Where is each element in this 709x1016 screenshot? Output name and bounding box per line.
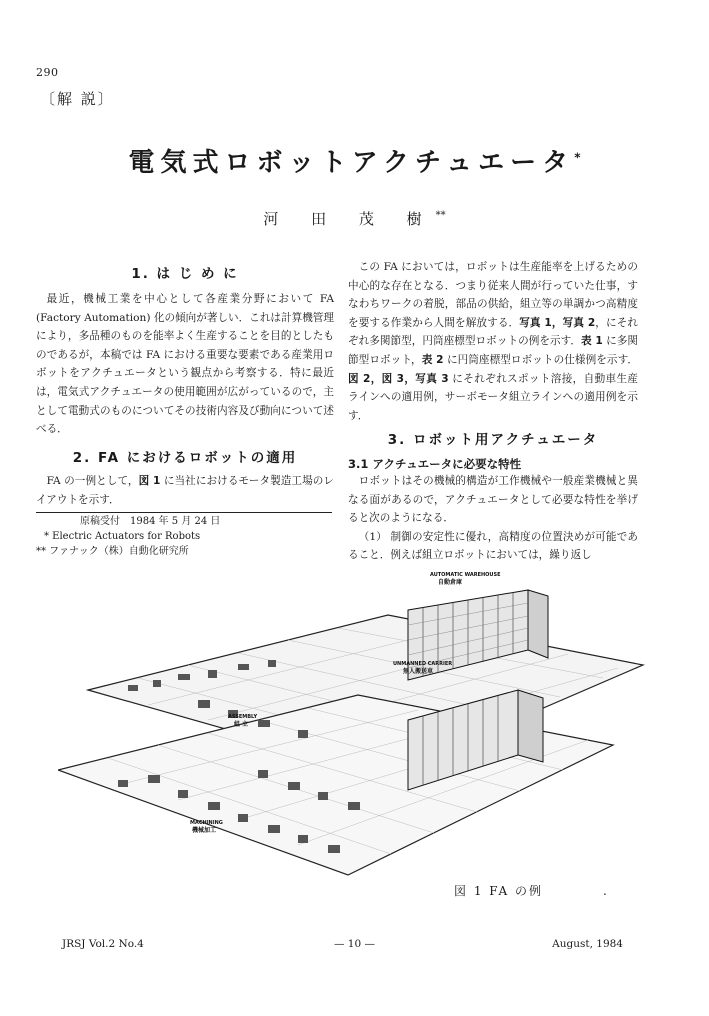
section-2-body	[36, 472, 334, 509]
section-2-text-b: に当社におけるモータ製造工場のレイアウトを示す．	[36, 475, 334, 506]
footer-date: August, 1984	[552, 938, 623, 950]
right-paragraph-1	[348, 258, 638, 425]
footer-page-number: — 10 —	[333, 938, 376, 950]
figure-1-caption	[454, 882, 609, 899]
footnote-affiliation: ** ファナック（株）自動化研究所	[36, 546, 189, 557]
title-footnote-mark: *	[574, 150, 581, 165]
article-title	[0, 142, 709, 179]
section-label: 〔解 説〕	[40, 90, 115, 108]
photo-1-2-reference: 写真 1，写真 2	[519, 316, 596, 329]
footnotes	[36, 514, 220, 559]
author-footnote-mark: **	[435, 210, 446, 221]
section-1-body	[36, 290, 334, 439]
section-2-heading: 2. FA におけるロボットの適用	[72, 450, 298, 466]
footer-journal: JRSJ Vol.2 No.4	[62, 938, 144, 950]
table-1-reference: 表 1	[581, 335, 603, 348]
table-2-reference: 表 2	[421, 353, 444, 366]
label-assembly-en: ASSEMBLY	[228, 714, 258, 720]
right-text-a: この FA においては，ロボットは生産能率を上げるための中心的な存在となる．つまり従来人間が行っていた仕事，すなわちワークの着脱，部品の供給，組立等の単調かつ高精度を要する作業から人間を解放する．	[348, 261, 638, 329]
footnote-divider	[36, 512, 332, 513]
section-3-1-body	[348, 472, 638, 565]
right-text-b: ，にそれぞれ多関節型，円筒座標型ロボットの例を示す．	[348, 316, 638, 348]
section-2-paragraph	[36, 472, 334, 509]
section-2-text-a: FA の一例として，	[46, 475, 139, 487]
label-warehouse-en: AUTOMATIC WAREHOUSE	[430, 572, 501, 578]
page-number: 290	[36, 66, 59, 79]
label-warehouse-jp: 自動倉庫	[438, 579, 463, 586]
right-column-body	[348, 258, 638, 425]
label-carrier-en: UNMANNED CARRIER	[393, 661, 453, 667]
footnote-title-en: * Electric Actuators for Robots	[44, 531, 201, 542]
label-machining-jp: 機械加工	[192, 827, 217, 834]
section-3-1-heading: 3.1 アクチュエータに必要な特性	[348, 457, 522, 471]
section-1-paragraph: 最近，機械工業を中心として各産業分野において FA (Factory Automation) 化の傾向が著しい．これは計算機管理により，多品種のものを能率よく生産することを目的としたものであるが，本稿では FA における重要な要素である産業用ロボットをアクチュエータという観点から考察する．特に最近は，電気式アクチュエータの使用範囲が広がっているので，主として電動式のものについてその技術内容及び動向について述べる．	[36, 293, 334, 436]
label-assembly-jp: 組 立	[234, 721, 249, 728]
section-3-heading: 3. ロボット用アクチュエータ	[387, 432, 599, 448]
label-machining-en: MACHINING	[190, 820, 223, 826]
section-1-heading: 1. は じ め に	[131, 266, 239, 282]
caption-text: 図 1 FA の例	[454, 884, 544, 898]
figure-1-factory-layout	[58, 570, 648, 880]
section-3-1-item-1: （1） 制御の安定性に優れ，高精度の位置決めが可能であること．例えば組立ロボットにおいては，繰り返し	[348, 530, 638, 562]
figure-2-3-photo-3-reference: 図 2，図 3，写真 3	[348, 372, 449, 385]
label-carrier-jp: 無人搬送車	[403, 668, 434, 675]
footnote-received: 原稿受付 1984 年 5 月 24 日	[80, 516, 221, 527]
right-text-e: にそれぞれスポット溶接，自動車生産ラインへの適用例，サーボモータ組立ラインへの適用例を示す．	[348, 372, 638, 422]
right-text-d: に円筒座標型ロボットの仕様例を示す．	[443, 353, 638, 366]
figure-1-reference: 図 1	[138, 475, 161, 487]
title-text: 電気式ロボットアクチュエータ	[128, 148, 575, 178]
right-text-c: に多関節型ロボット，	[348, 335, 639, 366]
author-line	[0, 208, 709, 229]
caption-dot: .	[603, 884, 609, 898]
author-name: 河 田 茂 樹	[263, 210, 436, 228]
section-3-1-paragraph: ロボットはその機械的構造が工作機械や一般産業機械と異なる面があるので，アクチュエータとして必要な特性を挙げると次のようになる．	[348, 475, 638, 525]
